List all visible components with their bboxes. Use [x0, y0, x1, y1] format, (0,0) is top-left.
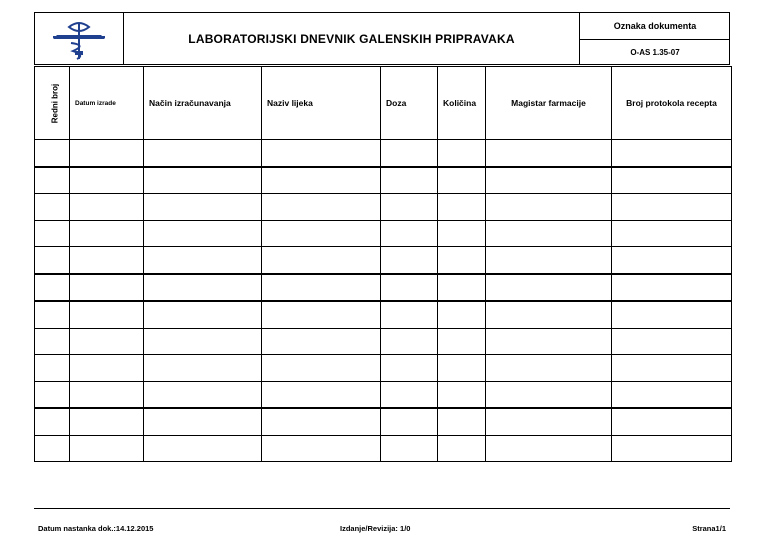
table-cell[interactable] — [70, 194, 144, 221]
table-cell[interactable] — [612, 355, 732, 382]
table-cell[interactable] — [35, 274, 70, 302]
table-cell[interactable] — [486, 274, 612, 302]
table-cell[interactable] — [381, 167, 438, 194]
table-cell[interactable] — [381, 247, 438, 274]
table-cell[interactable] — [144, 140, 262, 167]
column-header-drug-name: Naziv lijeka — [262, 67, 381, 140]
table-cell[interactable] — [486, 381, 612, 408]
footer-edition: Izdanje/Revizija: 1/0 — [340, 524, 411, 533]
table-cell[interactable] — [35, 194, 70, 221]
logo-cell — [35, 13, 124, 64]
column-header-dose: Doza — [381, 67, 438, 140]
column-header-quantity: Količina — [438, 67, 486, 140]
table-row — [35, 435, 732, 462]
table-cell[interactable] — [144, 301, 262, 328]
table-cell[interactable] — [262, 328, 381, 355]
table-cell[interactable] — [262, 220, 381, 247]
table-row — [35, 194, 732, 221]
column-header-date: Datum izrade — [70, 67, 144, 140]
table-cell[interactable] — [262, 167, 381, 194]
table-row — [35, 247, 732, 274]
table-row — [35, 355, 732, 382]
table-cell[interactable] — [486, 301, 612, 328]
table-cell[interactable] — [381, 408, 438, 435]
table-cell[interactable] — [144, 355, 262, 382]
journal-table — [34, 66, 732, 462]
column-header-pharmacist: Magistar farmacije — [486, 67, 612, 140]
table-cell[interactable] — [438, 435, 486, 462]
table-row — [35, 381, 732, 408]
table-cell[interactable] — [35, 328, 70, 355]
table-cell[interactable] — [35, 140, 70, 167]
table-cell[interactable] — [438, 355, 486, 382]
table-cell[interactable] — [35, 301, 70, 328]
footer-page-number: Strana1/1 — [692, 524, 726, 533]
table-row — [35, 140, 732, 167]
document-header — [34, 12, 730, 65]
table-cell[interactable] — [35, 408, 70, 435]
document-title: LABORATORIJSKI DNEVNIK GALENSKIH PRIPRAVAKA — [124, 13, 580, 64]
table-cell[interactable] — [612, 140, 732, 167]
table-cell[interactable] — [612, 167, 732, 194]
table-row — [35, 408, 732, 435]
table-cell[interactable] — [262, 247, 381, 274]
table-cell[interactable] — [438, 220, 486, 247]
table-cell[interactable] — [262, 140, 381, 167]
table-cell[interactable] — [612, 435, 732, 462]
pharmacy-caduceus-icon — [47, 15, 111, 61]
column-header-method: Način izračunavanja — [144, 67, 262, 140]
table-cell[interactable] — [612, 381, 732, 408]
table-cell[interactable] — [144, 381, 262, 408]
table-cell[interactable] — [486, 167, 612, 194]
table-cell[interactable] — [612, 408, 732, 435]
table-cell[interactable] — [612, 220, 732, 247]
table-cell[interactable] — [35, 355, 70, 382]
table-cell[interactable] — [486, 220, 612, 247]
table-cell[interactable] — [35, 167, 70, 194]
table-cell[interactable] — [612, 328, 732, 355]
table-cell[interactable] — [262, 194, 381, 221]
table-cell[interactable] — [381, 435, 438, 462]
table-cell[interactable] — [262, 435, 381, 462]
table-cell[interactable] — [486, 328, 612, 355]
table-cell[interactable] — [486, 194, 612, 221]
table-cell[interactable] — [438, 274, 486, 302]
table-cell[interactable] — [70, 274, 144, 302]
table-cell[interactable] — [262, 381, 381, 408]
table-cell[interactable] — [70, 301, 144, 328]
table-cell[interactable] — [612, 194, 732, 221]
table-cell[interactable] — [438, 167, 486, 194]
table-header-row — [35, 67, 732, 140]
table-cell[interactable] — [144, 328, 262, 355]
table-cell[interactable] — [70, 247, 144, 274]
table-cell[interactable] — [486, 355, 612, 382]
table-cell[interactable] — [381, 140, 438, 167]
table-cell[interactable] — [438, 247, 486, 274]
table-cell[interactable] — [144, 167, 262, 194]
document-code-value: O-AS 1.35-07 — [630, 47, 680, 57]
table-cell[interactable] — [262, 301, 381, 328]
table-cell[interactable] — [381, 355, 438, 382]
table-cell[interactable] — [144, 247, 262, 274]
column-header-prescription-protocol: Broj protokola recepta — [612, 67, 732, 140]
table-cell[interactable] — [144, 220, 262, 247]
table-cell[interactable] — [70, 167, 144, 194]
table-cell[interactable] — [381, 194, 438, 221]
table-cell[interactable] — [144, 274, 262, 302]
table-cell[interactable] — [70, 355, 144, 382]
table-cell[interactable] — [262, 408, 381, 435]
footer-created-date: Datum nastanka dok.:14.12.2015 — [38, 524, 154, 533]
table-cell[interactable] — [35, 435, 70, 462]
table-cell[interactable] — [486, 435, 612, 462]
table-row — [35, 220, 732, 247]
document-code-label: Oznaka dokumenta — [580, 13, 730, 40]
table-cell[interactable] — [262, 355, 381, 382]
table-cell[interactable] — [381, 274, 438, 302]
footer-divider — [34, 508, 730, 509]
table-row — [35, 167, 732, 194]
column-header-serial-number: Redni broj — [35, 67, 70, 140]
table-cell[interactable] — [438, 408, 486, 435]
table-cell[interactable] — [70, 140, 144, 167]
table-cell[interactable] — [35, 220, 70, 247]
table-cell[interactable] — [70, 408, 144, 435]
table-cell[interactable] — [438, 140, 486, 167]
table-cell[interactable] — [438, 328, 486, 355]
table-cell[interactable] — [438, 194, 486, 221]
table-cell[interactable] — [486, 408, 612, 435]
table-cell[interactable] — [262, 274, 381, 302]
table-cell[interactable] — [438, 301, 486, 328]
table-cell[interactable] — [35, 247, 70, 274]
table-cell[interactable] — [381, 301, 438, 328]
table-cell[interactable] — [486, 247, 612, 274]
table-cell[interactable] — [381, 381, 438, 408]
table-cell[interactable] — [144, 194, 262, 221]
table-cell[interactable] — [612, 301, 732, 328]
table-row — [35, 328, 732, 355]
table-cell[interactable] — [70, 220, 144, 247]
table-cell[interactable] — [70, 328, 144, 355]
table-cell[interactable] — [381, 328, 438, 355]
table-cell[interactable] — [486, 140, 612, 167]
table-row — [35, 301, 732, 328]
table-cell[interactable] — [144, 408, 262, 435]
table-cell[interactable] — [144, 435, 262, 462]
table-cell[interactable] — [612, 274, 732, 302]
table-cell[interactable] — [612, 247, 732, 274]
table-cell[interactable] — [70, 381, 144, 408]
table-cell[interactable] — [35, 381, 70, 408]
table-row — [35, 274, 732, 302]
table-cell[interactable] — [70, 435, 144, 462]
table-cell[interactable] — [438, 381, 486, 408]
table-cell[interactable] — [381, 220, 438, 247]
